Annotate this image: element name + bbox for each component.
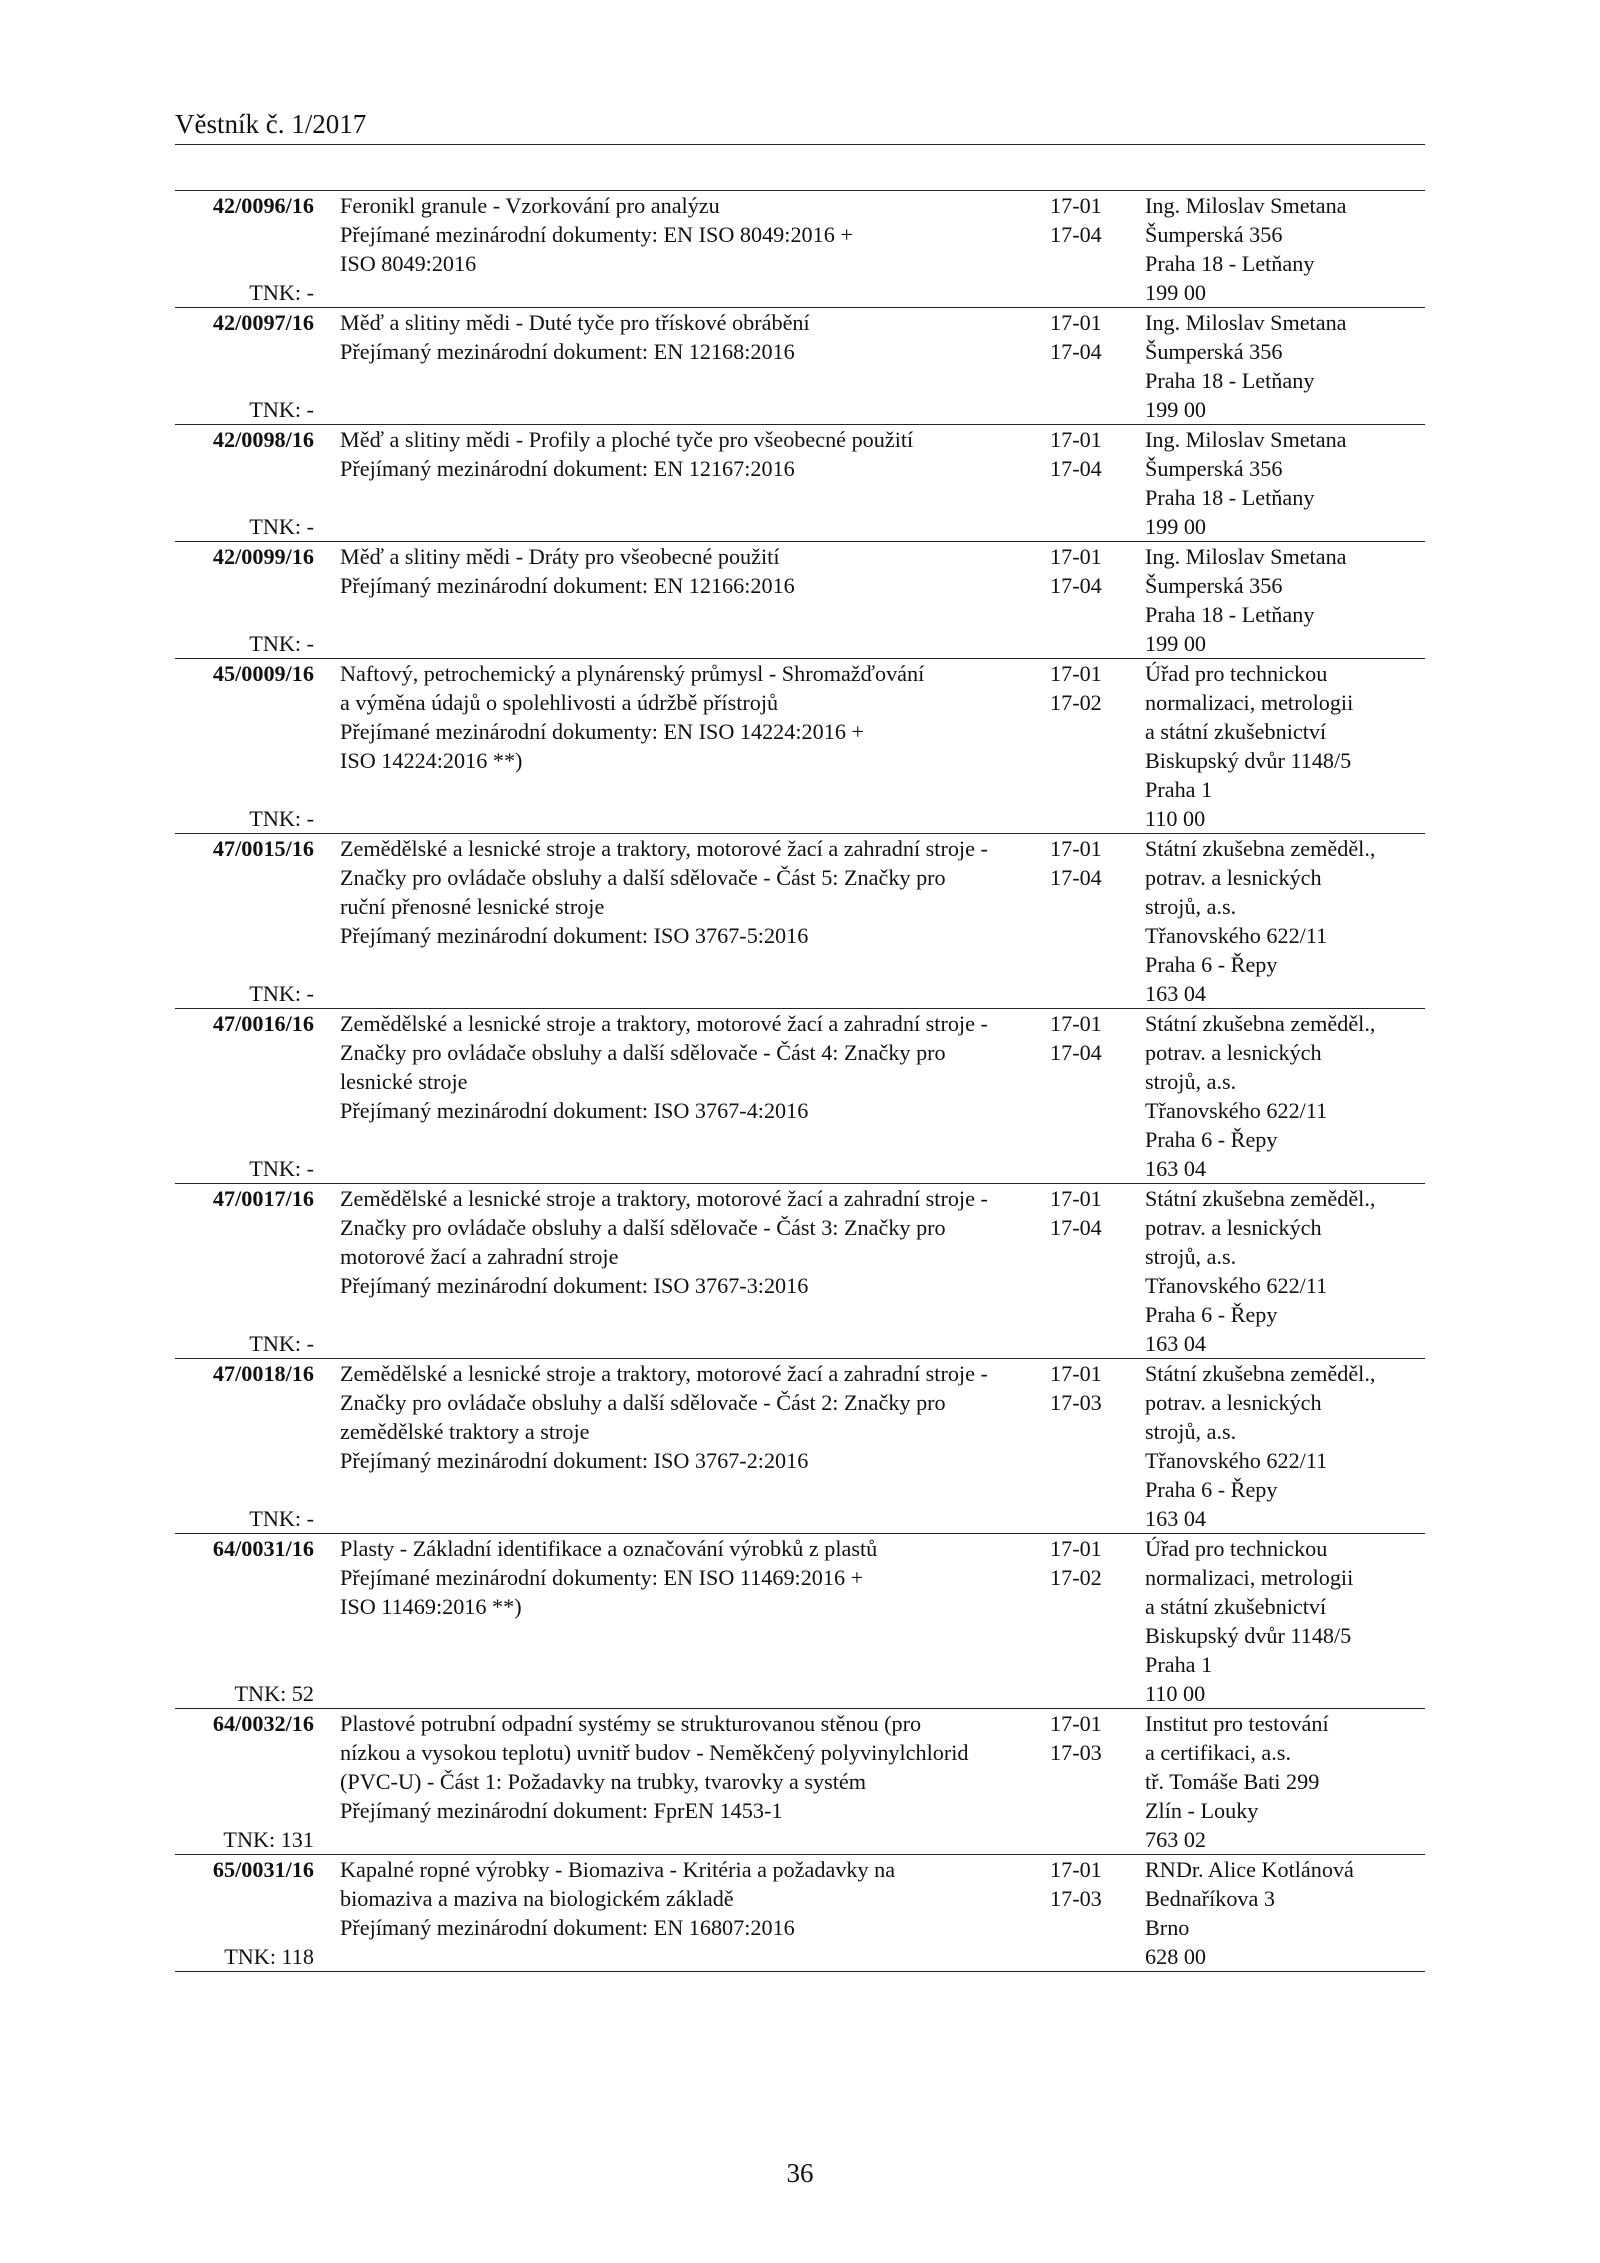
entry-title-line: ISO 8049:2016 xyxy=(340,251,477,276)
entry-organization-line: Třanovského 622/11 xyxy=(1145,1273,1328,1298)
entry-organization-line: 199 00 xyxy=(1145,397,1207,422)
entry-number: 47/0018/16 xyxy=(212,1361,314,1386)
table-row xyxy=(175,1358,1425,1533)
entry-title-line: lesnické stroje xyxy=(340,1069,468,1094)
entry-organization-line: strojů, a.s. xyxy=(1145,1244,1237,1269)
entry-number: 64/0031/16 xyxy=(212,1536,314,1561)
entry-title-line: Plasty - Základní identifikace a označování výrobků z plastů xyxy=(340,1536,878,1561)
entry-organization-cell xyxy=(1138,1184,1425,1358)
entry-organization-cell xyxy=(1138,1009,1425,1183)
entry-organization-line: a státní zkušebnictví xyxy=(1145,719,1327,744)
entry-organization-cell xyxy=(1138,1534,1425,1708)
entry-number-cell xyxy=(175,659,317,833)
entry-organization-cell xyxy=(1138,1359,1425,1533)
entry-title-line: nízkou a vysokou teplotu) uvnitř budov - Neměkčený polyvinylchlorid xyxy=(340,1740,969,1765)
entry-organization-line: Třanovského 622/11 xyxy=(1145,923,1328,948)
entry-organization-line: Biskupský dvůr 1148/5 xyxy=(1145,1623,1352,1648)
table-row xyxy=(175,1708,1425,1854)
page-number: 36 xyxy=(786,2158,814,2188)
entry-organization-line: 163 04 xyxy=(1145,981,1207,1006)
entry-number-cell xyxy=(175,1359,317,1533)
entry-tnk: TNK: - xyxy=(249,1506,314,1531)
entry-number-cell xyxy=(175,191,317,307)
entry-code: 17-01 xyxy=(1050,1536,1102,1561)
entry-number: 47/0017/16 xyxy=(212,1186,314,1211)
entry-title-line: Přejímané mezinárodní dokumenty: EN ISO 8049:2016 + xyxy=(340,222,853,247)
entry-organization-line: Státní zkušebna zeměděl., xyxy=(1145,1361,1376,1386)
entry-organization-line: Úřad pro technickou xyxy=(1145,661,1328,686)
entry-title-line: Zemědělské a lesnické stroje a traktory, motorové žací a zahradní stroje - xyxy=(340,1361,988,1386)
entry-organization-line: 163 04 xyxy=(1145,1331,1207,1356)
entry-tnk: TNK: - xyxy=(249,514,314,539)
entry-organization-line: Praha 6 - Řepy xyxy=(1145,1302,1278,1327)
entry-title-line: Kapalné ropné výrobky - Biomaziva - Kritéria a požadavky na xyxy=(340,1857,896,1882)
entry-code: 17-04 xyxy=(1050,865,1102,890)
entry-number: 42/0096/16 xyxy=(212,193,314,218)
entry-number-cell xyxy=(175,834,317,1008)
entry-title-cell xyxy=(317,542,1042,658)
entry-organization-line: Praha 18 - Letňany xyxy=(1145,485,1315,510)
entry-organization-line: normalizaci, metrologii xyxy=(1145,690,1354,715)
table-row xyxy=(175,1008,1425,1183)
entry-code: 17-01 xyxy=(1050,1857,1102,1882)
entry-code: 17-01 xyxy=(1050,310,1102,335)
entry-organization-line: Brno xyxy=(1145,1915,1190,1940)
entry-title-line: Přejímaný mezinárodní dokument: EN 12166:2016 xyxy=(340,573,795,598)
entry-organization-line: Šumperská 356 xyxy=(1145,456,1283,481)
entry-code: 17-01 xyxy=(1050,836,1102,861)
entry-number: 42/0098/16 xyxy=(212,427,314,452)
entry-title-line: Značky pro ovládače obsluhy a další sdělovače - Část 2: Značky pro xyxy=(340,1390,946,1415)
entry-code: 17-01 xyxy=(1050,427,1102,452)
entry-organization-line: Praha 18 - Letňany xyxy=(1145,368,1315,393)
entry-tnk: TNK: - xyxy=(249,981,314,1006)
entry-codes-cell xyxy=(1042,834,1138,1008)
table-row xyxy=(175,658,1425,833)
entry-organization-line: potrav. a lesnických xyxy=(1145,865,1322,890)
entry-number-cell xyxy=(175,542,317,658)
entry-title-line: Naftový, petrochemický a plynárenský průmysl - Shromažďování xyxy=(340,661,925,686)
entry-codes-cell xyxy=(1042,191,1138,307)
entry-tnk: TNK: 118 xyxy=(224,1944,314,1969)
entry-organization-line: strojů, a.s. xyxy=(1145,894,1237,919)
entry-organization-line: Biskupský dvůr 1148/5 xyxy=(1145,748,1352,773)
entry-title-cell xyxy=(317,834,1042,1008)
entry-organization-line: potrav. a lesnických xyxy=(1145,1215,1322,1240)
entry-codes-cell xyxy=(1042,308,1138,424)
entry-title-line: (PVC-U) - Část 1: Požadavky na trubky, tvarovky a systém xyxy=(340,1769,867,1794)
entry-code: 17-04 xyxy=(1050,1215,1102,1240)
entry-tnk: TNK: - xyxy=(249,1331,314,1356)
entry-organization-line: RNDr. Alice Kotlánová xyxy=(1145,1857,1354,1882)
entry-code: 17-03 xyxy=(1050,1740,1102,1765)
entry-number-cell xyxy=(175,1534,317,1708)
entry-codes-cell xyxy=(1042,1855,1138,1971)
entry-organization-line: Praha 6 - Řepy xyxy=(1145,1477,1278,1502)
entry-organization-cell xyxy=(1138,659,1425,833)
entry-title-cell xyxy=(317,1184,1042,1358)
entry-organization-line: Třanovského 622/11 xyxy=(1145,1448,1328,1473)
entry-code: 17-02 xyxy=(1050,1565,1102,1590)
entry-title-line: zemědělské traktory a stroje xyxy=(340,1419,590,1444)
entry-number-cell xyxy=(175,425,317,541)
entry-tnk: TNK: - xyxy=(249,631,314,656)
entry-organization-line: 110 00 xyxy=(1145,1681,1206,1706)
entry-title-line: Značky pro ovládače obsluhy a další sdělovače - Část 4: Značky pro xyxy=(340,1040,946,1065)
entry-code: 17-01 xyxy=(1050,544,1102,569)
entry-organization-line: 763 02 xyxy=(1145,1827,1207,1852)
entry-number: 65/0031/16 xyxy=(212,1857,314,1882)
entry-code: 17-01 xyxy=(1050,1186,1102,1211)
entry-title-cell xyxy=(317,191,1042,307)
entry-title-line: Zemědělské a lesnické stroje a traktory, motorové žací a zahradní stroje - xyxy=(340,1186,988,1211)
entry-tnk: TNK: 52 xyxy=(234,1681,314,1706)
entry-organization-line: Praha 6 - Řepy xyxy=(1145,1127,1278,1152)
entry-organization-line: normalizaci, metrologii xyxy=(1145,1565,1354,1590)
entry-code: 17-04 xyxy=(1050,573,1102,598)
entry-codes-cell xyxy=(1042,1709,1138,1854)
table-row xyxy=(175,190,1425,307)
entry-code: 17-04 xyxy=(1050,1040,1102,1065)
entry-code: 17-04 xyxy=(1050,456,1102,481)
entry-organization-cell xyxy=(1138,834,1425,1008)
bulletin-title: Věstník č. 1/2017 xyxy=(175,109,367,139)
entry-title-cell xyxy=(317,659,1042,833)
entry-organization-line: Praha 6 - Řepy xyxy=(1145,952,1278,977)
entry-code: 17-03 xyxy=(1050,1390,1102,1415)
entry-organization-line: 628 00 xyxy=(1145,1944,1207,1969)
entry-number: 42/0099/16 xyxy=(212,544,314,569)
entry-title-line: Značky pro ovládače obsluhy a další sdělovače - Část 5: Značky pro xyxy=(340,865,946,890)
entry-organization-line: Ing. Miloslav Smetana xyxy=(1145,427,1347,452)
entry-title-line: ISO 14224:2016 **) xyxy=(340,748,523,773)
entry-organization-line: Praha 18 - Letňany xyxy=(1145,251,1315,276)
entry-number-cell xyxy=(175,1709,317,1854)
entry-title-line: Značky pro ovládače obsluhy a další sdělovače - Část 3: Značky pro xyxy=(340,1215,946,1240)
entry-organization-line: Státní zkušebna zeměděl., xyxy=(1145,1011,1376,1036)
entry-organization-line: 110 00 xyxy=(1145,806,1206,831)
entry-organization-line: tř. Tomáše Bati 299 xyxy=(1145,1769,1320,1794)
entry-organization-cell xyxy=(1138,425,1425,541)
entry-title-line: Přejímaný mezinárodní dokument: ISO 3767-3:2016 xyxy=(340,1273,809,1298)
entry-tnk: TNK: - xyxy=(249,397,314,422)
entry-title-line: biomaziva a maziva na biologickém základě xyxy=(340,1886,734,1911)
entry-organization-line: Ing. Miloslav Smetana xyxy=(1145,544,1347,569)
entry-organization-cell xyxy=(1138,542,1425,658)
entry-title-line: Přejímaný mezinárodní dokument: FprEN 1453-1 xyxy=(340,1798,783,1823)
table-row xyxy=(175,307,1425,424)
entry-number: 47/0015/16 xyxy=(212,836,314,861)
entry-code: 17-04 xyxy=(1050,339,1102,364)
entry-title-line: Přejímaný mezinárodní dokument: EN 12168:2016 xyxy=(340,339,795,364)
entry-organization-line: 163 04 xyxy=(1145,1156,1207,1181)
entry-code: 17-01 xyxy=(1050,1711,1102,1736)
entry-number-cell xyxy=(175,308,317,424)
table-row xyxy=(175,541,1425,658)
entry-organization-line: Státní zkušebna zeměděl., xyxy=(1145,836,1376,861)
entry-organization-line: Bednaříkova 3 xyxy=(1145,1886,1276,1911)
entry-organization-line: Úřad pro technickou xyxy=(1145,1536,1328,1561)
entry-title-cell xyxy=(317,1009,1042,1183)
entry-title-line: Zemědělské a lesnické stroje a traktory, motorové žací a zahradní stroje - xyxy=(340,836,988,861)
entry-tnk: TNK: 131 xyxy=(223,1827,314,1852)
entry-organization-line: potrav. a lesnických xyxy=(1145,1390,1322,1415)
entry-title-cell xyxy=(317,1534,1042,1708)
entry-number-cell xyxy=(175,1009,317,1183)
entry-organization-line: Šumperská 356 xyxy=(1145,339,1283,364)
entry-organization-line: 199 00 xyxy=(1145,631,1207,656)
entry-organization-line: Státní zkušebna zeměděl., xyxy=(1145,1186,1376,1211)
entry-organization-cell xyxy=(1138,308,1425,424)
entry-title-line: Měď a slitiny mědi - Duté tyče pro třískové obrábění xyxy=(340,310,810,335)
entry-title-line: Plastové potrubní odpadní systémy se strukturovanou stěnou (pro xyxy=(340,1711,922,1736)
entry-title-line: Přejímaný mezinárodní dokument: ISO 3767-5:2016 xyxy=(340,923,809,948)
entry-title-line: Feronikl granule - Vzorkování pro analýzu xyxy=(340,193,720,218)
entry-number-cell xyxy=(175,1855,317,1971)
entry-codes-cell xyxy=(1042,1534,1138,1708)
entry-title-line: Přejímané mezinárodní dokumenty: EN ISO 14224:2016 + xyxy=(340,719,864,744)
entry-title-cell xyxy=(317,1359,1042,1533)
entry-title-line: Přejímané mezinárodní dokumenty: EN ISO 11469:2016 + xyxy=(340,1565,864,1590)
entry-title-line: ISO 11469:2016 **) xyxy=(340,1594,522,1619)
entry-codes-cell xyxy=(1042,659,1138,833)
entry-organization-line: 199 00 xyxy=(1145,514,1207,539)
entry-code: 17-01 xyxy=(1050,1361,1102,1386)
entry-organization-line: Praha 18 - Letňany xyxy=(1145,602,1315,627)
entry-code: 17-01 xyxy=(1050,193,1102,218)
entry-organization-line: a státní zkušebnictví xyxy=(1145,1594,1327,1619)
entry-tnk: TNK: - xyxy=(249,806,314,831)
standards-table xyxy=(175,190,1425,1972)
table-row xyxy=(175,424,1425,541)
entry-codes-cell xyxy=(1042,1359,1138,1533)
entry-title-cell xyxy=(317,1855,1042,1971)
entry-title-cell xyxy=(317,308,1042,424)
entry-organization-line: Šumperská 356 xyxy=(1145,573,1283,598)
entry-code: 17-01 xyxy=(1050,661,1102,686)
entry-organization-cell xyxy=(1138,191,1425,307)
entry-organization-line: potrav. a lesnických xyxy=(1145,1040,1322,1065)
entry-organization-line: Ing. Miloslav Smetana xyxy=(1145,310,1347,335)
entry-title-line: motorové žací a zahradní stroje xyxy=(340,1244,619,1269)
entry-code: 17-04 xyxy=(1050,222,1102,247)
entry-tnk: TNK: - xyxy=(249,280,314,305)
entry-organization-cell xyxy=(1138,1709,1425,1854)
entry-number: 64/0032/16 xyxy=(212,1711,314,1736)
entry-organization-line: 163 04 xyxy=(1145,1506,1207,1531)
entry-codes-cell xyxy=(1042,425,1138,541)
entry-title-cell xyxy=(317,1709,1042,1854)
entry-number: 47/0016/16 xyxy=(212,1011,314,1036)
entry-code: 17-02 xyxy=(1050,690,1102,715)
entry-title-line: Přejímaný mezinárodní dokument: EN 16807:2016 xyxy=(340,1915,795,1940)
entry-organization-line: Třanovského 622/11 xyxy=(1145,1098,1328,1123)
entry-title-line: ruční přenosné lesnické stroje xyxy=(340,894,605,919)
entry-organization-line: Ing. Miloslav Smetana xyxy=(1145,193,1347,218)
entry-title-line: a výměna údajů o spolehlivosti a údržbě přístrojů xyxy=(340,690,779,715)
entry-title-cell xyxy=(317,425,1042,541)
entry-codes-cell xyxy=(1042,1184,1138,1358)
entry-title-line: Přejímaný mezinárodní dokument: ISO 3767-2:2016 xyxy=(340,1448,809,1473)
entry-title-line: Přejímaný mezinárodní dokument: ISO 3767-4:2016 xyxy=(340,1098,809,1123)
table-row xyxy=(175,833,1425,1008)
entry-codes-cell xyxy=(1042,542,1138,658)
entry-organization-line: Šumperská 356 xyxy=(1145,222,1283,247)
entry-organization-line: strojů, a.s. xyxy=(1145,1069,1237,1094)
entry-number-cell xyxy=(175,1184,317,1358)
entry-number: 42/0097/16 xyxy=(212,310,314,335)
table-row xyxy=(175,1533,1425,1708)
entry-organization-line: strojů, a.s. xyxy=(1145,1419,1237,1444)
entry-title-line: Přejímaný mezinárodní dokument: EN 12167:2016 xyxy=(340,456,795,481)
entry-organization-line: Zlín - Louky xyxy=(1145,1798,1259,1823)
entry-organization-line: Praha 1 xyxy=(1145,777,1213,802)
entry-organization-line: a certifikaci, a.s. xyxy=(1145,1740,1291,1765)
page-header xyxy=(175,108,1425,145)
entry-number: 45/0009/16 xyxy=(212,661,314,686)
entry-codes-cell xyxy=(1042,1009,1138,1183)
entry-tnk: TNK: - xyxy=(249,1156,314,1181)
entry-organization-line: Institut pro testování xyxy=(1145,1711,1329,1736)
table-row xyxy=(175,1183,1425,1358)
entry-organization-line: 199 00 xyxy=(1145,280,1207,305)
entry-title-line: Měď a slitiny mědi - Dráty pro všeobecné použití xyxy=(340,544,780,569)
entry-title-line: Zemědělské a lesnické stroje a traktory, motorové žací a zahradní stroje - xyxy=(340,1011,988,1036)
entry-code: 17-03 xyxy=(1050,1886,1102,1911)
entry-title-line: Měď a slitiny mědi - Profily a ploché tyče pro všeobecné použití xyxy=(340,427,914,452)
entry-code: 17-01 xyxy=(1050,1011,1102,1036)
entry-organization-cell xyxy=(1138,1855,1425,1971)
entry-organization-line: Praha 1 xyxy=(1145,1652,1213,1677)
table-row xyxy=(175,1854,1425,1972)
